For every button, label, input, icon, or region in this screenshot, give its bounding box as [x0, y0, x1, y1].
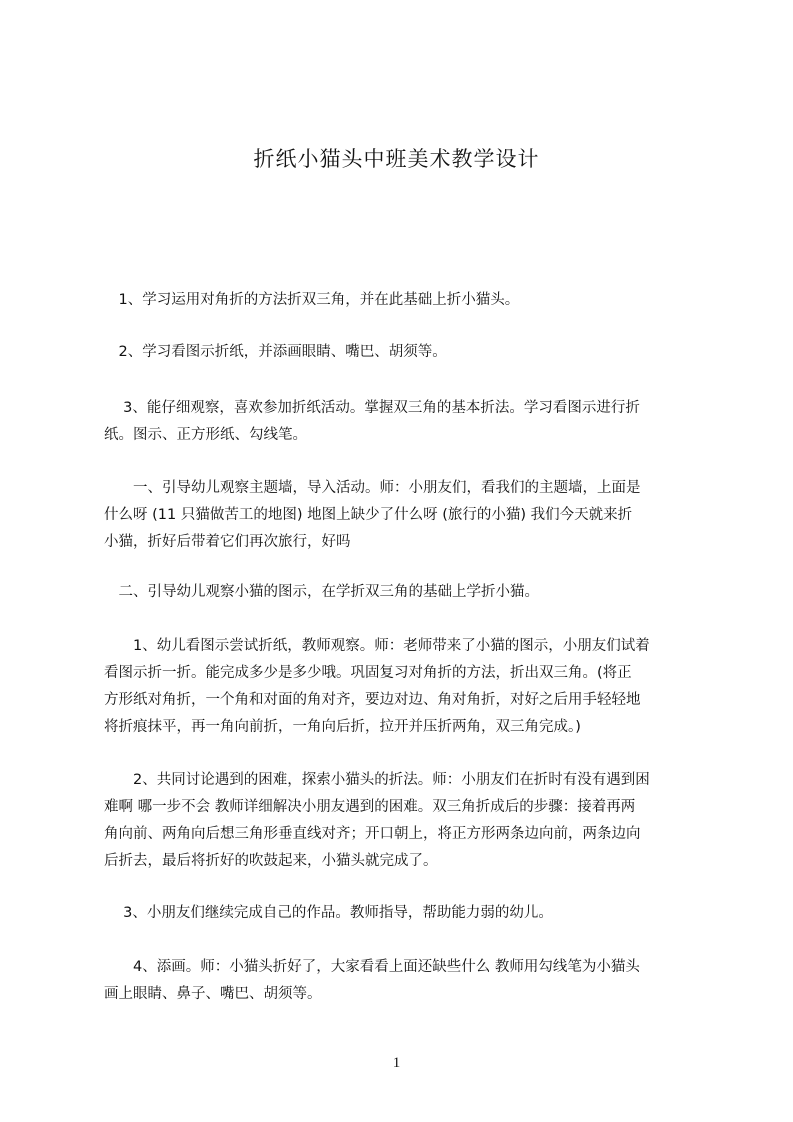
paragraph-line: 什么呀 (11 只猫做苦工的地图) 地图上缺少了什么呀 (旅行的小猫) 我们今天就来折: [104, 507, 633, 523]
paragraph-line: 3、小朋友们继续完成自己的作品。教师指导，帮助能力弱的幼儿。: [104, 905, 553, 921]
paragraph-line: 1、学习运用对角折的方法折双三角，并在此基础上折小猫头。: [104, 292, 520, 308]
paragraph-line: 2、共同讨论遇到的困难，探索小猫头的折法。师：小朋友们在折时有没有遇到困: [104, 772, 650, 788]
paragraph-line: 后折去，最后将折好的吹鼓起来，小猫头就完成了。: [104, 853, 438, 869]
paragraph-line: 2、学习看图示折纸，并添画眼睛、嘴巴、胡须等。: [104, 344, 447, 360]
paragraph-line: 3、能仔细观察，喜欢参加折纸活动。掌握双三角的基本折法。学习看图示进行折: [104, 400, 640, 416]
paragraph-line: 纸。图示、正方形纸、勾线笔。: [104, 427, 307, 443]
paragraph-line: 角向前、两角向后想三角形垂直线对齐；开口朝上，将正方形两条边向前，两条边向: [104, 826, 641, 842]
paragraph-line: 4、添画。师：小猫头折好了，大家看看上面还缺些什么 教师用勾线笔为小猫头: [104, 959, 640, 975]
paragraph: [104, 475, 716, 556]
paragraph-line: 小猫，折好后带着它们再次旅行，好吗: [104, 534, 351, 550]
paragraph-line: 看图示折一折。能完成多少是多少哦。巩固复习对角折的方法，折出双三角。(将正: [104, 665, 632, 681]
paragraph-line: 将折痕抹平，再一角向前折，一角向后折，拉开并压折两角，双三角完成。): [104, 719, 581, 735]
paragraph-line: 画上眼睛、鼻子、嘴巴、胡须等。: [104, 986, 322, 1002]
paragraph-line: 难啊 哪一步不会 教师详细解决小朋友遇到的困难。双三角折成后的步骤：接着再两: [104, 799, 636, 815]
paragraph: [104, 900, 716, 927]
paragraph-line: 1、幼儿看图示尝试折纸，教师观察。师：老师带来了小猫的图示，小朋友们试着: [104, 638, 650, 654]
paragraph: [104, 579, 716, 606]
paragraph: [104, 954, 716, 1008]
paragraph: [104, 287, 716, 314]
paragraph: [104, 767, 716, 875]
paragraph: [104, 633, 716, 741]
paragraph: [104, 395, 716, 449]
paragraph-line: 方形纸对角折，一个角和对面的角对齐，要边对边、角对角折，对好之后用手轻轻地: [104, 692, 641, 708]
document-title: 折纸小猫头中班美术教学设计: [253, 147, 540, 171]
paragraph-line: 二、引导幼儿观察小猫的图示，在学折双三角的基础上学折小猫。: [104, 584, 539, 600]
paragraph-line: 一、引导幼儿观察主题墙，导入活动。师：小朋友们，看我们的主题墙，上面是: [104, 480, 641, 496]
paragraph: [104, 339, 716, 366]
page-number: 1: [392, 1055, 401, 1071]
